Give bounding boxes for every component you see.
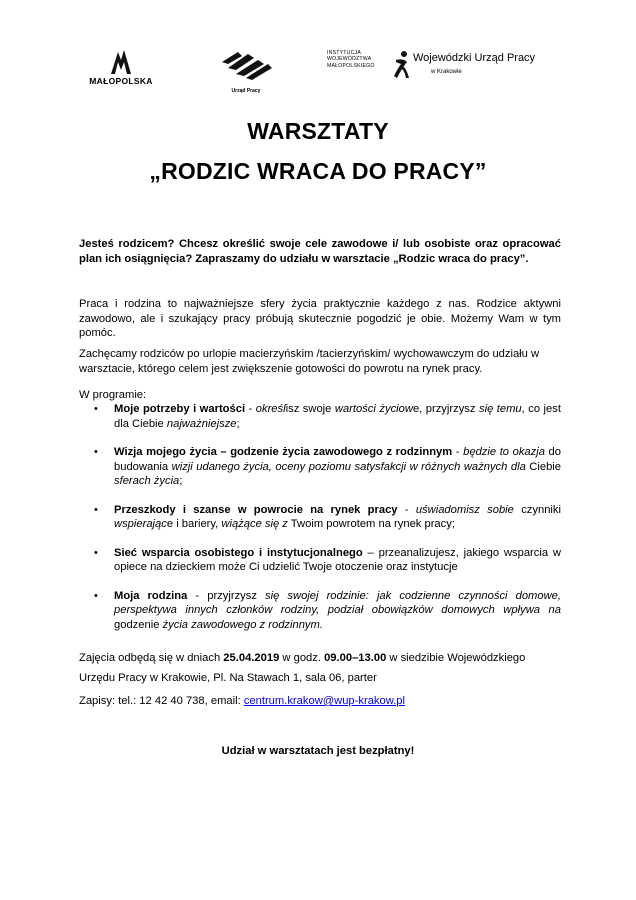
program-item-text: - (397, 503, 416, 516)
program-item-text: - (452, 446, 464, 458)
instytucja-line-3: MAŁOPOLSKIEGO (327, 62, 375, 69)
wup-logo (393, 50, 553, 84)
registration-info (79, 694, 561, 709)
program-item-heading: Wizja mojego życia – godzenie życia zawodowego z rodzinnym (114, 446, 453, 458)
program-item-text: wizji udanego życia, oceny poziomu satysfakcji w różnych ważnych dla (171, 460, 526, 473)
email-link[interactable]: centrum.krakow@wup-krakow.pl (243, 695, 406, 707)
program-item-text: e, przyjrzysz (412, 403, 479, 415)
malopolska-logo (86, 48, 156, 88)
program-item-text: - (245, 403, 256, 415)
program-item-text: e i bariery, (166, 518, 222, 530)
bullet-icon: • (94, 403, 98, 415)
program-item-heading: Moje potrzeby i wartości (114, 403, 246, 415)
program-item-text: sferach życia (114, 475, 180, 487)
program-item-text: godzenie (114, 618, 163, 631)
registration-phone-text: Zapisy: tel.: 12 42 40 738, email: (79, 695, 244, 707)
bullet-icon: • (94, 589, 98, 602)
info-mid: w godz. (279, 652, 325, 664)
program-item (79, 445, 561, 489)
urzad-pracy-logo (215, 48, 277, 92)
program-item-heading: Moja rodzina (114, 589, 188, 602)
program-item (79, 402, 561, 431)
program-item-text: , co jest dla Ciebie (114, 403, 561, 430)
program-item-text: wiążące się z (221, 518, 288, 530)
program-item-heading: Sieć wsparcia osobistego i instytucjonalnego (114, 546, 363, 559)
program-item-text: do budowania (114, 446, 562, 473)
program-item-text: wartości życiow (334, 403, 413, 415)
paragraph-invitation: Zachęcamy rodziców po urlopie macierzyńskim /tacierzyńskim/ wychowawczym do udziału w warsztacie, którego celem jest zwiększenie gotowości do powrotu na rynek pracy. (79, 348, 540, 375)
instytucja-logo (327, 50, 385, 69)
intro-paragraph: Jesteś rodzicem? Chcesz określić swoje cele zawodowe i/ lub osobiste oraz opracować plan ich osiągnięcia? Zapraszamy do udziału w warsztacie „Rodzic wraca do pracy”. (79, 238, 561, 265)
program-item (79, 503, 561, 532)
program-item-text: isz swoje (285, 403, 335, 415)
program-item-text: - przyjrzysz (187, 589, 266, 602)
info-hours: 09.00–13.00 (324, 652, 387, 664)
program-item-text: życia zawodowego z rodzinnym. (162, 618, 323, 631)
program-item-text: uświadomisz sobie (415, 503, 514, 516)
wup-figure-icon (393, 50, 411, 80)
program-item-text: Twoim powrotem na rynek pracy; (287, 518, 455, 530)
info-pre: Zajęcia odbędą się w dniach (79, 652, 224, 664)
malopolska-mountain-icon (109, 48, 133, 74)
urzad-pracy-logo-text: Urząd Pracy (231, 88, 261, 94)
program-item-text: określ (255, 403, 286, 415)
paragraph-work-family: Praca i rodzina to najważniejsze sfery życia praktycznie każdego z nas. Rodzice aktywni zawodowo, ale i szukający pracy próbują skutecznie pogodzić je obie. Możemy Wam w tym pomóc. (79, 298, 561, 339)
program-item-text: czynniki (513, 503, 561, 516)
page-subtitle: „RODZIC WRACA DO PRACY” (149, 158, 487, 184)
program-item (79, 546, 561, 575)
malopolska-logo-text: MAŁOPOLSKA (89, 76, 153, 86)
wup-city: w Krakowie (431, 69, 462, 75)
wup-name: Wojewódzki Urząd Pracy (413, 52, 536, 64)
program-item-text: się swojej rodzinie: jak codzienne czynności domowe, perspektywa innych członków rodziny, podział obowiązków domowych wpływa na (114, 589, 561, 616)
page-title: WARSZTATY (247, 118, 389, 144)
program-item-text: wspierając (114, 518, 167, 530)
workshop-info (79, 648, 561, 688)
program-item-text: będzie to okazja (463, 446, 545, 458)
free-participation-note: Udział w warsztatach jest bezpłatny! (221, 745, 415, 757)
instytucja-line-2: WOJEWÓDZTWA (327, 56, 372, 63)
program-label: W programie: (79, 389, 147, 401)
program-item-text: Ciebie (525, 460, 562, 473)
program-item-text: ; (236, 417, 240, 430)
bullet-icon: • (94, 503, 98, 516)
instytucja-line-1: INSTYTUCJA (327, 50, 361, 56)
info-post: w siedzibie Wojewódzkiego Urzędu Pracy w Krakowie, Pl. Na Stawach 1, sala 06, parter (79, 652, 526, 684)
bullet-icon: • (94, 546, 98, 559)
urzad-pracy-arrows-icon (218, 48, 274, 82)
program-item-text: się temu (478, 403, 522, 415)
program-item (79, 589, 561, 633)
info-date: 25.04.2019 (223, 652, 280, 664)
bullet-icon: • (94, 446, 98, 458)
program-item-text: ; (179, 475, 183, 487)
program-item-heading: Przeszkody i szanse w powrocie na rynek pracy (114, 503, 398, 516)
program-item-text: – przeanalizujesz, jakiego wsparcia w opiece na dzieckiem może Ci udzielić Twoje otoczenie oraz instytucje (114, 546, 561, 573)
program-list (79, 402, 561, 646)
program-item-text: najważniejsze (166, 417, 237, 430)
